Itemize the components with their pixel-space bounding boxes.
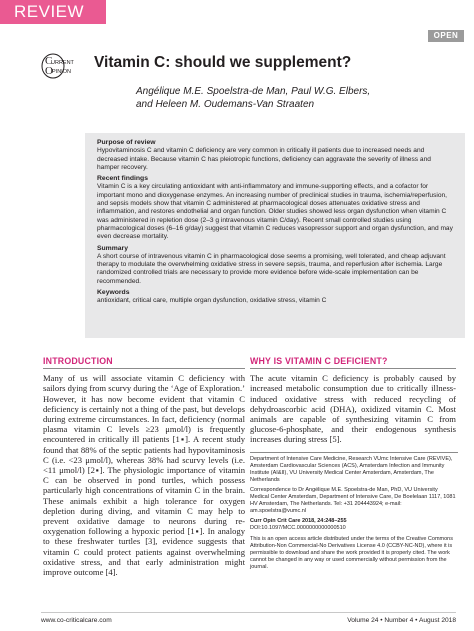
author-line: Angélique M.E. Spoelstra-de Man, Paul W.G. Elbers, <box>136 86 371 97</box>
purpose-heading: Purpose of review <box>97 139 156 146</box>
logo-letter-o: O <box>45 65 53 77</box>
open-access-badge: OPEN <box>428 30 464 42</box>
summary-text: A short course of intravenous vitamin C in pharmacological dose seems a promising, well tolerated, and cheap adjuvant therapy to modulate the overwhelming oxidative stress in severe sepsis, trauma, and reperfusion after ischemia. Large randomized controlled trials are necessary to provide more evidence before wide-scale implementation can be recommended. <box>97 252 446 285</box>
logo-word-2: PINION <box>52 69 71 75</box>
findings-text: Vitamin C is a key circulating antioxidant with anti-inflammatory and immune-supporting effects, and a cofactor for important mono and dioxygenase enzymes. An increasing number of preclinical studies in trauma, ischemia/reperfusion, and sepsis models show that vitamin C administered at pharmacological doses attenuates oxidative stress and inflammation, and restores endothelial and organ function. Older studies showed less organ dysfunction when vitamin C was administered in repletion dose (2–3 g intravenous vitamin C/day). Recent small controlled studies using pharmacological doses (6–16 g/day) suggest that vitamin C reduces vasopressor support and organ dysfunction, and may even decrease mortality. <box>97 183 453 241</box>
current-opinion-logo <box>41 52 81 80</box>
article-title: Vitamin C: should we supplement? <box>94 54 352 71</box>
summary-heading: Summary <box>97 244 128 252</box>
author-line: and Heleen M. Oudemans-Van Straaten <box>136 99 315 110</box>
doi-line: DOI:10.1097/MCC.0000000000000510 <box>250 525 346 531</box>
issue-info: Volume 24 • Number 4 • August 2018 <box>347 617 456 624</box>
keywords-heading: Keywords <box>97 289 130 297</box>
introduction-section <box>43 356 245 577</box>
keywords-text: antioxidant, critical care, multiple organ dysfunction, oxidative stress, vitamin C <box>97 297 327 305</box>
correspondence-note: Correspondence to Dr Angélique M.E. Spoelstra-de Man, PhD, VU University Medical Center Amsterdam, Department of Intensive Care, De Boelelaan 1117, 1081 HV Amsterdam, The Netherlands. Tel: +31 204443924; e-mail: am.spoelstra@vumc.nl <box>250 487 456 514</box>
introduction-text: Many of us will associate vitamin C deficiency with sailors dying from scurvy during the ‘Age of Exploration.’ However, it has now become evident that vitamin C deficiency is certainly not a thing of the past, but develops during extreme circumstances. In fact, deficiency (normal plasma vitamin C levels ≥23 μmol/l) is frequently encountered in critically ill patients [1▪]. A recent study found that 88% of the septic patients had hypovitaminosis C (i.e. <23 μmol/l), whereas 38% had scurvy levels (i.e. <11 μmol/l) [2▪]. The physiologic importance of vitamin C can be observed in pond turtles, which possess particularly high concentrations of vitamin C in the brain. These animals exhibit a high tolerance for oxygen depletion during diving, and vitamin C may help to prevent oxidative damage to neurons during re-oxygenation following a hypoxic period [1▪]. In analogy to these freshwater turtles [3], evidence suggests that vitamin C could protect patients against overwhelming oxidative stress, and that early administration might improve outcome [4]. <box>43 373 245 578</box>
journal-website[interactable]: www.co-criticalcare.com <box>41 617 112 624</box>
abstract-box <box>85 133 465 338</box>
journal-citation: Curr Opin Crit Care 2018, 24:248–255 <box>250 518 347 524</box>
logo-word-1: URRENT <box>51 60 74 66</box>
footer-divider <box>41 612 456 613</box>
section-tab: REVIEW <box>0 0 106 24</box>
introduction-heading: INTRODUCTION <box>43 356 245 369</box>
deficiency-heading: WHY IS VITAMIN C DEFICIENT? <box>250 356 456 369</box>
deficiency-text: The acute vitamin C deficiency is probably caused by increased metabolic consumption due to critically illness-induced oxidative stress with reduced recycling of dehydroascorbic acid (DHA), oxidized vitamin C. Most animals are capable of synthesizing vitamin C from glucose-6-phosphate, and their endogenous synthesis increases during stress [5]. <box>250 373 456 445</box>
findings-heading: Recent findings <box>97 175 148 183</box>
affiliation-note: Department of Intensive Care Medicine, Research VUmc Intensive Care (REVIVE), Amsterdam Cardiovascular Sciences (ACS), Amsterdam Infection and Immunity Institute (AI&II), VU University Medical Center Amsterdam, Amsterdam, The Netherlands <box>250 456 453 483</box>
logo-letter-c: C <box>45 55 53 67</box>
author-list <box>136 85 456 111</box>
footnotes <box>250 452 458 574</box>
deficiency-section <box>250 356 456 445</box>
license-note: This is an open access article distributed under the terms of the Creative Commons Attribution-Non Commercial-No Derivatives License 4.0 (CCBY-NC-ND), where it is permissible to download and share the work provided it is properly cited. The work cannot be changed in any way or used commercially without permission from the journal. <box>250 536 453 570</box>
purpose-text: Hypovitaminosis C and vitamin C deficiency are very common in critically ill patients due to increased needs and decreased intake. Because vitamin C has pleiotropic functions, deficiency can aggravate the severity of illness and hamper recovery. <box>97 147 431 171</box>
